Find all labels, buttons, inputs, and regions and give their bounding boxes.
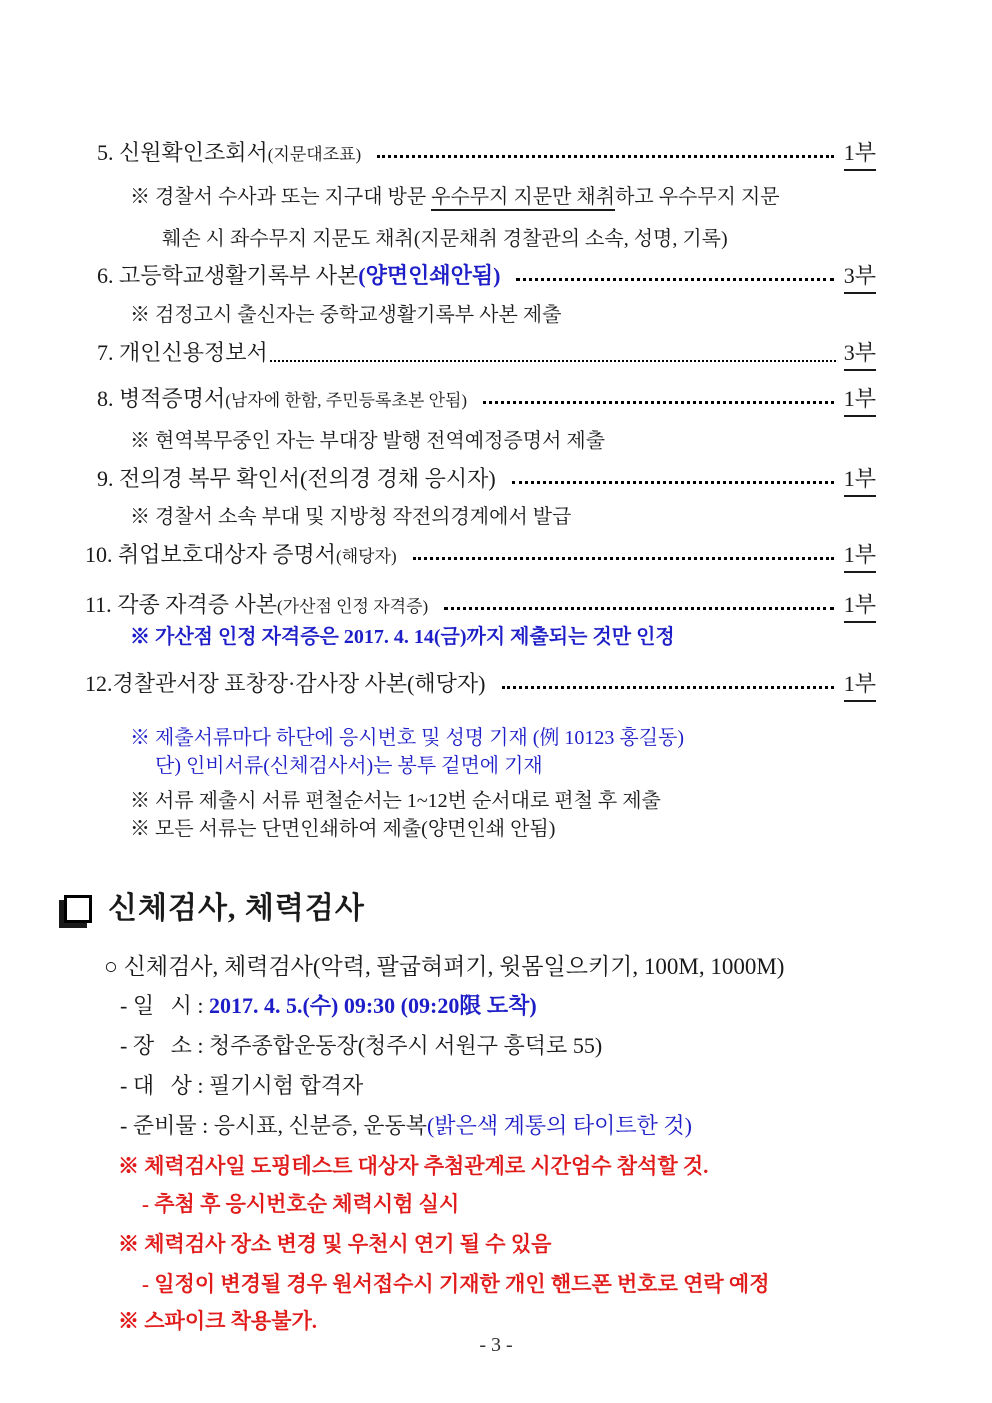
item-number: 11. <box>85 592 118 617</box>
exam-subject-line <box>0 951 992 983</box>
item-highlight: (양면인쇄안됨) <box>358 263 501 288</box>
dotted-leader <box>516 278 833 281</box>
note-text: ※ 경찰서 소속 부대 및 지방청 작전의경계에서 발급 <box>130 506 572 528</box>
copy-count: 1부 <box>844 590 876 623</box>
doc-item-7 <box>0 338 992 371</box>
item-number: 7. <box>97 340 119 365</box>
item-title: 각종 자격증 사본 <box>117 592 277 617</box>
item-number: 12. <box>85 671 113 696</box>
item-subtitle: (가산점 인정 자격증) <box>276 597 429 616</box>
exam-detail-target <box>0 1071 992 1101</box>
exam-detail-datetime <box>0 991 992 1021</box>
page-number <box>0 1334 992 1357</box>
copy-count: 1부 <box>844 384 876 417</box>
doc-item-12 <box>0 669 992 702</box>
doc-item-11-text <box>85 590 428 622</box>
doc-item-6 <box>0 261 992 294</box>
doc-item-11-note <box>0 623 992 651</box>
copy-count: 1부 <box>844 464 876 497</box>
note-text: ※ 제출서류마다 하단에 응시번호 및 성명 기재 (例 10123 홍길동) <box>130 727 685 749</box>
submission-note-4 <box>0 815 992 843</box>
doc-item-11 <box>0 590 992 623</box>
doc-item-5-note-2 <box>0 225 992 253</box>
copy-count: 1부 <box>844 669 876 702</box>
item-subtitle: (남자에 한함, 주민등록초본 안됨) <box>225 391 468 410</box>
section-heading-physical-exam <box>0 889 992 929</box>
item-title: 신원확인조회서 <box>119 140 268 165</box>
submission-note-3 <box>0 787 992 815</box>
copy-count: 1부 <box>844 540 876 573</box>
doc-item-6-text <box>97 261 500 291</box>
doc-item-10-text <box>85 540 397 572</box>
dotted-leader <box>444 607 834 610</box>
dotted-leader <box>270 360 836 362</box>
square-bullet-icon <box>64 895 92 923</box>
item-subtitle: (해당자) <box>336 547 397 566</box>
doc-item-5 <box>0 138 992 171</box>
note-text: ※ 현역복무중인 자는 부대장 발행 전역예정증명서 제출 <box>130 430 606 452</box>
item-number: 9. <box>97 466 119 491</box>
warning-text: ※ 체력검사 장소 변경 및 우천시 연기 될 수 있음 <box>118 1232 552 1256</box>
copy-count: 3부 <box>844 261 876 294</box>
doc-item-5-note-1 <box>0 183 992 211</box>
note-text: ※ 검정고시 출신자는 중학교생활기록부 사본 제출 <box>130 304 562 326</box>
detail-value: 청주종합운동장(청주시 서원구 흥덕로 55) <box>208 1033 603 1058</box>
warning-text: - 일정이 변경될 경우 원서접수시 기재한 개인 핸드폰 번호로 연락 예정 <box>142 1272 770 1296</box>
detail-label: - 준비물 : <box>120 1113 214 1138</box>
exam-detail-supplies <box>0 1111 992 1141</box>
item-title: 개인신용정보서 <box>119 340 268 365</box>
exam-warning-3 <box>0 1230 992 1259</box>
warning-text: ※ 체력검사일 도핑테스트 대상자 추첨관계로 시간엄수 참석할 것. <box>118 1154 709 1178</box>
item-title: 전의경 복무 확인서(전의경 경채 응시자) <box>119 466 496 491</box>
exam-detail-location <box>0 1031 992 1061</box>
exam-warning-2 <box>0 1190 992 1219</box>
doc-item-7-text <box>97 338 268 368</box>
doc-item-6-note <box>0 301 992 329</box>
doc-item-9 <box>0 464 992 497</box>
subject-text: ○ 신체검사, 체력검사(악력, 팔굽혀펴기, 윗몸일으키기, 100M, 1000M) <box>104 954 785 979</box>
note-text: ※ 경찰서 수사과 또는 지구대 방문 <box>130 186 432 208</box>
item-title: 병적증명서 <box>119 386 226 411</box>
note-text: ※ 가산점 인정 자격증은 2017. 4. 14(금)까지 제출되는 것만 인정 <box>130 626 675 648</box>
doc-item-8-note <box>0 427 992 455</box>
item-number: 6. <box>97 263 119 288</box>
copy-count: 1부 <box>844 138 876 171</box>
doc-item-8 <box>0 384 992 417</box>
copy-count: 3부 <box>844 338 876 371</box>
warning-text: - 추첨 후 응시번호순 체력시험 실시 <box>142 1192 460 1216</box>
exam-warning-4 <box>0 1270 992 1299</box>
note-text: ※ 모든 서류는 단면인쇄하여 제출(양면인쇄 안됨) <box>130 818 556 840</box>
item-number: 10. <box>85 542 118 567</box>
note-text: 단) 인비서류(신체검사서)는 봉투 겉면에 기재 <box>155 755 543 777</box>
item-title: 취업보호대상자 증명서 <box>118 542 337 567</box>
page-number-text: - 3 - <box>479 1334 513 1356</box>
dotted-leader <box>413 557 834 560</box>
warning-text: ※ 스파이크 착용불가. <box>118 1309 318 1333</box>
note-underlined-text: 우수무지 지문만 채취 <box>431 186 615 211</box>
submission-note-1 <box>0 724 992 752</box>
doc-item-12-text <box>85 669 486 699</box>
doc-item-9-text <box>97 464 496 494</box>
item-title: 고등학교생활기록부 사본 <box>119 263 359 288</box>
section-heading-text: 신체검사, 체력검사 <box>108 892 365 925</box>
detail-label: - 대 상 : <box>120 1073 209 1098</box>
detail-label: - 장 소 : <box>120 1033 209 1058</box>
item-subtitle: (지문대조표) <box>267 145 362 164</box>
item-number: 5. <box>97 140 119 165</box>
detail-value: 2017. 4. 5.(수) 09:30 (09:20限 도착) <box>208 993 537 1018</box>
dotted-leader <box>377 155 834 158</box>
submission-note-2 <box>0 752 992 780</box>
item-title: 경찰관서장 표창장·감사장 사본(해당자) <box>112 671 486 696</box>
dotted-leader <box>483 401 834 404</box>
exam-warning-5 <box>0 1307 992 1336</box>
doc-item-8-text <box>97 384 467 416</box>
doc-item-5-text <box>97 138 361 170</box>
detail-value: 응시표, 신분증, 운동복 <box>213 1113 427 1138</box>
detail-label: - 일 시 : <box>120 993 209 1018</box>
exam-warning-1 <box>0 1152 992 1181</box>
doc-item-10 <box>0 540 992 573</box>
detail-value-suffix: (밝은색 계통의 타이트한 것) <box>426 1113 692 1138</box>
dotted-leader <box>512 481 834 484</box>
note-text: ※ 서류 제출시 서류 편철순서는 1~12번 순서대로 편철 후 제출 <box>130 790 661 812</box>
dotted-leader <box>502 686 834 689</box>
note-text: 하고 우수무지 지문 <box>615 186 780 208</box>
item-number: 8. <box>97 386 119 411</box>
note-text: 훼손 시 좌수무지 지문도 채취(지문채취 경찰관의 소속, 성명, 기록) <box>162 228 728 250</box>
doc-item-9-note <box>0 503 992 531</box>
detail-value: 필기시험 합격자 <box>208 1073 364 1098</box>
